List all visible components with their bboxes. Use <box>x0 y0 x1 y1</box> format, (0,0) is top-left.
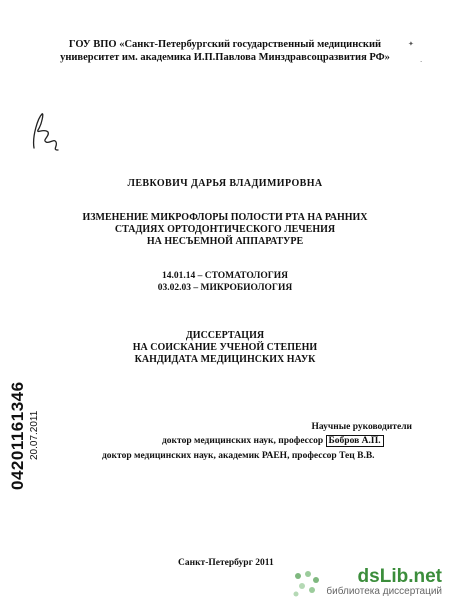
title-line-3: НА НЕСЪЕМНОЙ АППАРАТУРЕ <box>146 236 304 247</box>
title-line-1: ИЗМЕНЕНИЕ МИКРОФЛОРЫ ПОЛОСТИ РТА НА РАННИХ <box>82 212 368 223</box>
dslib-watermark <box>326 566 442 597</box>
handwritten-signature <box>28 108 64 156</box>
author-name: ЛЕВКОВИЧ ДАРЬЯ ВЛАДИМИРОВНА <box>127 178 323 189</box>
city-year: Санкт-Петербург 2011 <box>178 558 274 568</box>
specialty-2: 03.02.03 – МИКРОБИОЛОГИЯ <box>157 283 293 293</box>
archive-stamp-date: 20.07.2011 <box>29 410 40 460</box>
supervisor-1-name: Бобров А.П. <box>326 435 384 447</box>
degree-line-3: КАНДИДАТА МЕДИЦИНСКИХ НАУК <box>134 354 316 365</box>
watermark-subtitle: библиотека диссертаций <box>326 586 442 597</box>
specialties <box>0 270 450 294</box>
watermark-brand-lib: Lib.net <box>379 566 442 587</box>
scan-mark: ✦ <box>408 40 414 48</box>
supervisor-1-title: доктор медицинских наук, профессор <box>162 436 324 446</box>
specialty-1: 14.01.14 – СТОМАТОЛОГИЯ <box>161 271 289 281</box>
supervisor-2: доктор медицинских наук, академик РАЕН, профессор Тец В.В. <box>102 451 375 461</box>
archive-stamp-id: 04201161346 <box>8 381 27 490</box>
institution-line-1: ГОУ ВПО «Санкт-Петербургский государственный медицинский <box>68 39 382 50</box>
dslib-logo-icon <box>290 568 322 598</box>
degree-line-1: ДИССЕРТАЦИЯ <box>185 330 265 341</box>
watermark-brand-ds: ds <box>357 566 380 587</box>
dissertation-title <box>0 212 450 248</box>
scan-mark: · <box>420 58 423 66</box>
institution-header <box>0 38 450 64</box>
degree-statement <box>0 330 450 366</box>
degree-line-2: НА СОИСКАНИЕ УЧЕНОЙ СТЕПЕНИ <box>132 342 318 353</box>
supervisor-1 <box>162 436 384 446</box>
watermark-brand <box>326 566 442 588</box>
institution-line-2: университет им. академика И.П.Павлова Минздравсоцразвития РФ» <box>60 52 390 63</box>
supervisors-heading: Научные руководители <box>311 422 412 432</box>
title-line-2: СТАДИЯХ ОРТОДОНТИЧЕСКОГО ЛЕЧЕНИЯ <box>114 224 336 235</box>
